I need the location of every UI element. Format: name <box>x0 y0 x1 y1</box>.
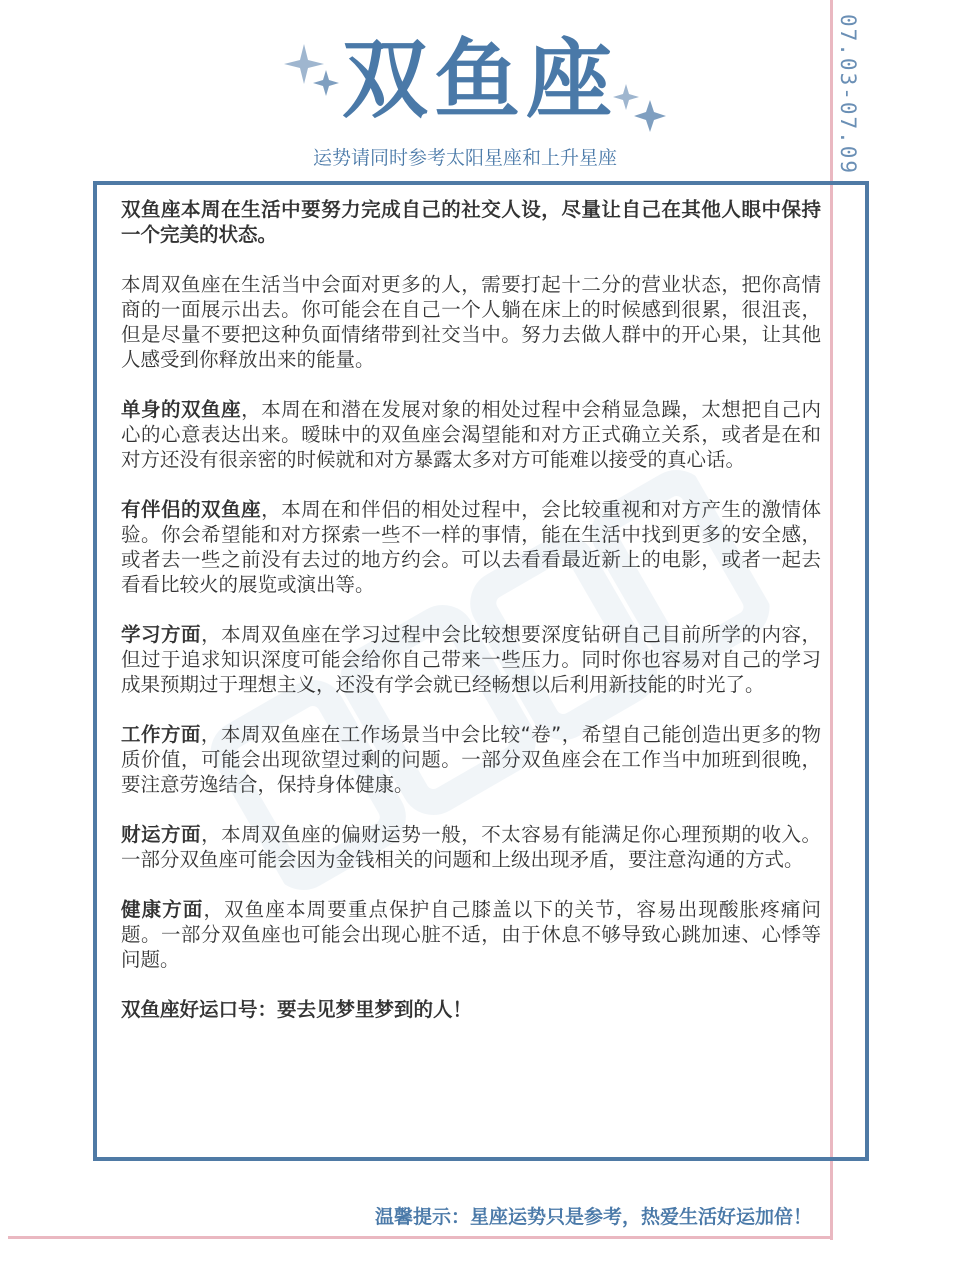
section-heading: 单身的双鱼座 <box>121 398 242 421</box>
section-heading: 健康方面 <box>121 898 204 921</box>
section-heading: 学习方面 <box>121 623 202 646</box>
section-text: ，本周双鱼座的偏财运势一般，不太容易有能满足你心理预期的收入。一部分双鱼座可能会因为金钱相关的问题和上级出现矛盾，要注意沟通的方式。 <box>121 823 821 871</box>
overview-paragraph: 本周双鱼座在生活当中会面对更多的人，需要打起十二分的营业状态，把你高情商的一面展示出去。你可能会在自己一个人躺在床上的时候感到很累，很沮丧，但是尽量不要把这种负面情绪带到社交当中。努力去做人群中的开心果，让其他人感受到你释放出来的能量。 <box>121 273 821 371</box>
section-heading: 财运方面 <box>121 823 202 846</box>
wealth-section <box>121 822 821 872</box>
section-text: ，双鱼座本周要重点保护自己膝盖以下的关节，容易出现酸胀疼痛问题。一部分双鱼座也可能会出现心脏不适，由于休息不够导致心跳加速、心悸等问题。 <box>121 898 821 971</box>
single-section <box>121 397 821 472</box>
footer-tip: 温馨提示：星座运势只是参考，热爱生活好运加倍！ <box>374 1206 812 1228</box>
slogan-paragraph: 双鱼座好运口号：要去见梦里梦到的人！ <box>121 998 473 1021</box>
section-heading: 工作方面 <box>121 723 201 746</box>
section-heading: 有伴侣的双鱼座 <box>121 498 262 521</box>
section-text: ，本周在和伴侣的相处过程中，会比较重视和对方产生的激情体验。你会希望能和对方探索一些不一样的事情，能在生活中找到更多的安全感，或者去一些之前没有去过的地方约会。可以去看看最近新上的电影，或者一起去看看比较火的展览或演出等。 <box>121 498 821 596</box>
section-text: ，本周双鱼座在学习过程中会比较想要深度钻研自己目前所学的内容，但过于追求知识深度可能会给你自己带来一些压力。同时你也容易对自己的学习成果预期过于理想主义，还没有学会就已经畅想以后利用新技能的时光了。 <box>121 623 821 696</box>
date-range: 07.03-07.09 <box>836 14 860 176</box>
section-text: ，本周双鱼座在工作场景当中会比较“卷”，希望自己能创造出更多的物质价值，可能会出现欲望过剩的问题。一部分双鱼座会在工作当中加班到很晚，要注意劳逸结合，保持身体健康。 <box>121 723 821 796</box>
page-title: 双鱼座 <box>342 30 618 130</box>
pink-horizontal-line <box>8 1236 833 1239</box>
horoscope-content <box>121 197 821 1047</box>
partnered-section <box>121 497 821 597</box>
health-section <box>121 897 821 972</box>
intro-paragraph: 双鱼座本周在生活中要努力完成自己的社交人设，尽量让自己在其他人眼中保持一个完美的状态。 <box>121 198 821 246</box>
study-section <box>121 622 821 697</box>
page-subtitle: 运势请同时参考太阳星座和上升星座 <box>312 147 617 169</box>
section-text: ，本周在和潜在发展对象的相处过程中会稍显急躁，太想把自己内心的心意表达出来。暧昧中的双鱼座会渴望能和对方正式确立关系，或者是在和对方还没有很亲密的时候就和对方暴露太多对方可能难以接受的真心话。 <box>121 398 821 471</box>
work-section <box>121 722 821 797</box>
